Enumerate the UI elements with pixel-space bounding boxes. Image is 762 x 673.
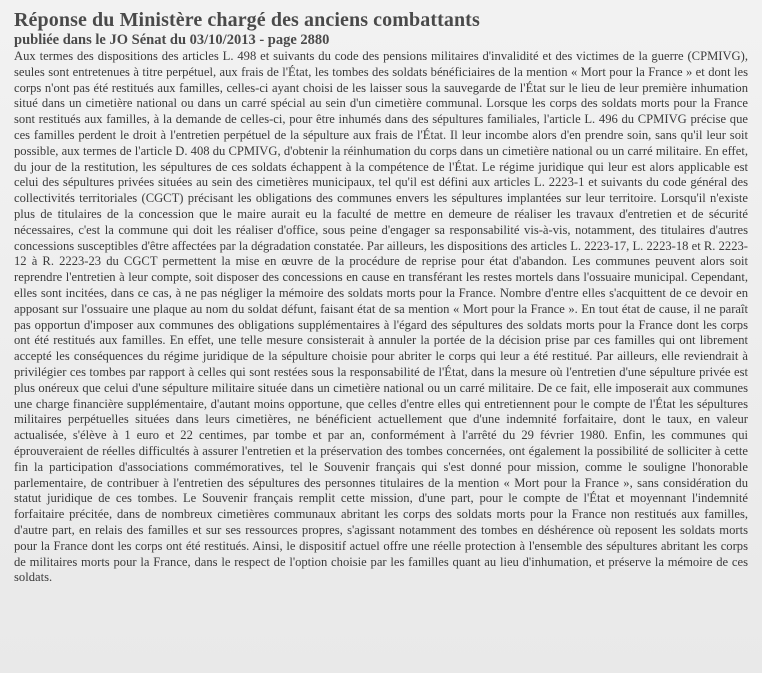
answer-title: Réponse du Ministère chargé des anciens combattants [14, 9, 480, 31]
publication-info: publiée dans le JO Sénat du 03/10/2013 - page 2880 [14, 32, 330, 48]
answer-body: Aux termes des dispositions des articles L. 498 et suivants du code des pensions militaires d'invalidité et des victimes de la guerre (CPMIVG), seules sont entretenues à titre perpétuel, aux frais de l'État, les tombes des soldats bénéficiaires de la mention « Mort pour la France » et dont les corps n'ont pas été restitués aux familles, celles-ci ayant choisi de les laisser sous la sauvegarde de l'État sur le lieu de leur première inhumation situé dans un cimetière national ou dans un carré spécial au sein d'un cimetière communal. Lorsque les corps des soldats morts pour la France sont restitués aux familles, à la demande de celles-ci, pour être inhumés dans des sépultures familiales, l'article L. 496 du CPMIVG précise que ces familles perdent le droit à l'entretien perpétuel de la sépulture aux frais de l'État. Il leur incombe alors d'en prendre soin, sans qu'il leur soit possible, aux termes de l'article D. 408 du CPMIVG, d'obtenir la réinhumation du corps dans un cimetière national ou un carré militaire. En effet, du jour de la restitution, les sépultures de ces soldats échappent à la compétence de l'État. Le régime juridique qui leur est alors applicable est celui des sépultures privées situées au sein des cimetières municipaux, tel qu'il est défini aux articles L. 2223-1 et suivants du code général des collectivités territoriales (CGCT) précisant les obligations des communes envers les sépultures implantées sur leur territoire. Lorsqu'il n'existe plus de titulaires de la concession que le maire aurait eu la faculté de mettre en demeure de réaliser les travaux d'entretien et de sécurité nécessaires, c'est la commune qui doit les réaliser d'office, sous peine d'engager sa responsabilité vis-à-vis, notamment, des titulaires d'autres concessions susceptibles d'être affectées par la dégradation constatée. Par ailleurs, les dispositions des articles L. 2223-17, L. 2223-18 et R. 2223-12 à R. 2223-23 du CGCT permettent la mise en œuvre de la procédure de reprise pour état d'abandon. Les communes peuvent alors soit reprendre l'entretien à leur compte, soit disposer des concessions en cause en transférant les restes mortels dans l'ossuaire municipal. Cependant, elles sont incitées, dans ce cas, à ne pas négliger la mémoire des soldats morts pour la France. Nombre d'entre elles s'acquittent de ce devoir en apposant sur l'ossuaire une plaque au nom du soldat défunt, faisant état de sa mention « Mort pour la France ». En tout état de cause, il ne paraît pas opportun d'imposer aux communes des obligations supplémentaires à l'égard des sépultures des soldats morts pour la France dont les corps ont été restitués aux familles. En effet, une telle mesure consisterait à annuler la portée de la décision prise par ces familles qui ont librement accepté les conséquences du régime juridique de la sépulture choisie pour abriter le corps qui leur a été restitué. Par ailleurs, elle reviendrait à privilégier ces tombes par rapport à celles qui sont restées sous la responsabilité de l'État, dans la mesure où l'entretien d'une sépulture privée est plus onéreux que celui d'une sépulture militaire située dans un cimetière national ou un carré militaire. De ce fait, elle imposerait aux communes une charge financière supplémentaire, d'autant moins opportune, que celles d'entre elles qui entretiennent pour le compte de l'État les sépultures militaires perpétuelles situées dans leurs cimetières, ne bénéficient actuellement que d'une indemnité forfaitaire, dont le taux, en valeur actualisée, s'élève à 1 euro et 22 centimes, par tombe et par an, conformément à l'arrêté du 29 février 1980. Enfin, les communes qui éprouveraient de réelles difficultés à assurer l'entretien et la préservation des tombes concernées, ont également la possibilité de solliciter à cette fin la participation d'associations commémoratives, tel le Souvenir français qui s'est donné pour mission, comme le souligne l'honorable parlementaire, de contribuer à l'entretien des sépultures des personnes titulaires de la mention « Mort pour la France », sans considération du statut juridique de ces tombes. Le Souvenir français remplit cette mission, d'une part, pour le compte de l'État et moyennant l'indemnité forfaitaire précitée, dans de nombreux cimetières communaux abritant les corps des soldats morts pour la France non restitués aux familles, d'autre part, en relais des familles et sur ses ressources propres, s'agissant notamment des tombes en déshérence où reposent les soldats morts pour la France dont les corps ont été restitués. Ainsi, le dispositif actuel offre une réelle protection à l'ensemble des sépultures abritant les corps de militaires morts pour la France, dans le respect de l'option choisie par les familles quant au lieu d'inhumation, et préserve la mémoire de ces soldats. [14, 49, 748, 585]
